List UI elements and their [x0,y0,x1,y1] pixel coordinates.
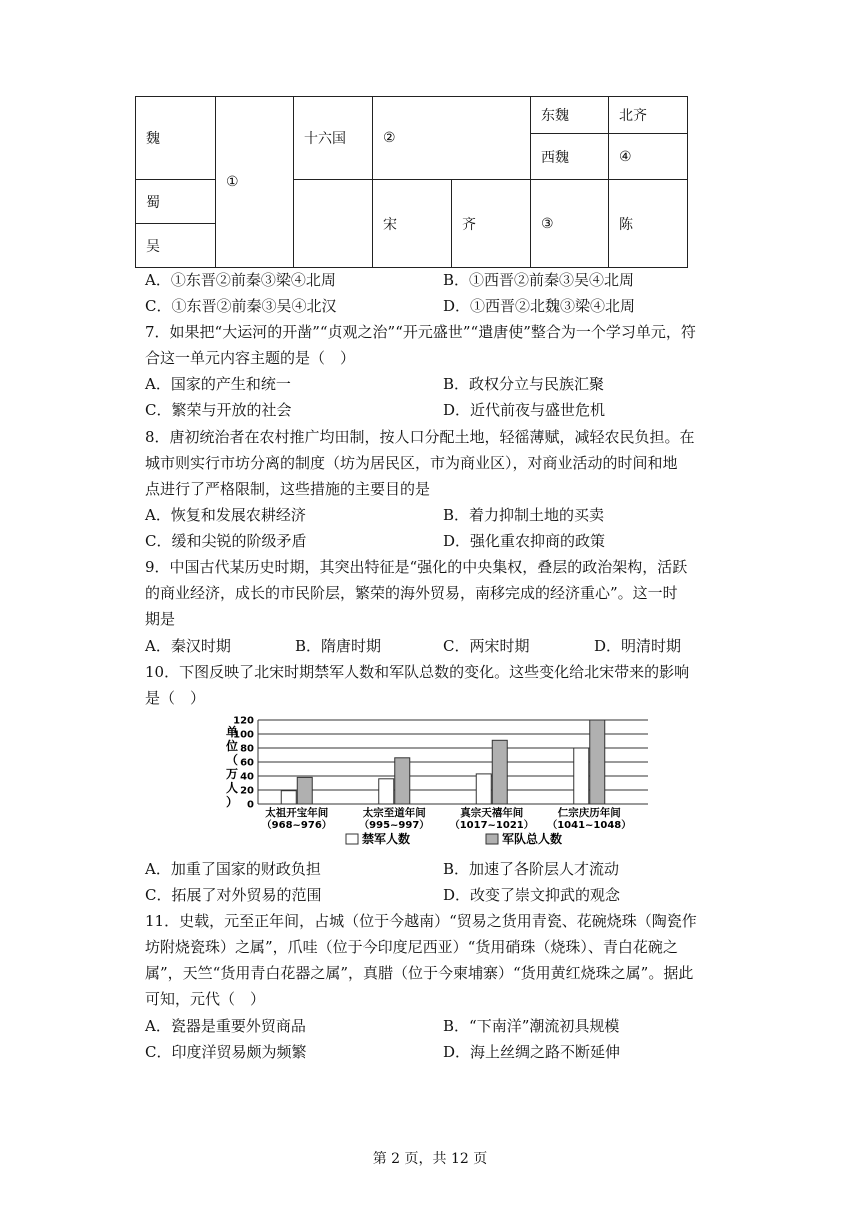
troop-bar-chart [218,712,658,852]
bar-total [395,758,410,804]
q11-stem-line-3: 属”，天竺“货用青白花器之属”，真腊（位于今柬埔寨）“货用黄红烧珠之属”。据此 [145,964,694,982]
legend-label: 禁军人数 [362,832,411,846]
bar-total [590,720,605,804]
cell-blank-1: ① [216,97,294,268]
q8-option-d[interactable]: D．强化重农抑商的政策 [443,532,606,550]
x-tick-years: （995~997） [359,820,430,831]
bar-guard [379,779,394,804]
q11-option-d[interactable]: D．海上丝绸之路不断延伸 [443,1043,621,1061]
q7-option-a[interactable]: A．国家的产生和统一 [145,375,291,393]
q6-option-c[interactable]: C．①东晋②前秦③吴④北汉 [145,297,337,315]
y-axis-label-char: ） [225,795,239,809]
bar-guard [574,748,589,804]
q7-option-c[interactable]: C．繁荣与开放的社会 [145,401,292,419]
q10-option-c[interactable]: C．拓展了对外贸易的范围 [145,886,322,904]
x-tick-years: （968~976） [261,820,332,831]
q10-option-b[interactable]: B．加速了各阶层人才流动 [443,860,620,878]
cell-blank-2: ② [373,97,531,180]
x-tick-label: 太宗至道年间 [362,807,426,819]
x-tick-years: （1017~1021） [449,820,534,831]
q9-stem-line-1: 9．中国古代某历史时期，其突出特征是“强化的中央集权，叠层的政治架构，活跃 [145,558,688,576]
y-tick-label: 20 [240,785,254,797]
cell-empty [294,180,373,268]
y-tick-label: 60 [240,757,254,769]
cell-blank-4: ④ [609,134,688,180]
q9-option-c[interactable]: C．两宋时期 [443,637,530,655]
q8-stem-line-3: 点进行了严格限制，这些措施的主要目的是 [145,480,431,498]
legend-swatch [346,834,358,844]
cell-chen: 陈 [609,180,688,268]
x-tick-label: 真宗天禧年间 [460,807,524,819]
cell-xiwei: 西魏 [531,134,609,180]
q8-option-a[interactable]: A．恢复和发展农耕经济 [145,506,306,524]
q8-stem-line-1: 8．唐初统治者在农村推广均田制，按人口分配土地，轻徭薄赋，减轻农民负担。在 [145,428,695,446]
q11-stem-line-2: 坊附烧瓷珠）之属”，爪哇（位于今印度尼西亚）“货用硝珠（烧珠）、青白花碗之 [145,938,678,956]
page-footer: 第 2 页，共 12 页 [372,1151,488,1167]
cell-dongwei: 东魏 [531,97,609,134]
q11-option-a[interactable]: A．瓷器是重要外贸商品 [145,1017,306,1035]
y-axis-label-char: 万 [225,767,239,781]
y-tick-label: 80 [240,743,254,755]
q6-option-d[interactable]: D．①西晋②北魏③梁④北周 [443,297,636,315]
q11-option-c[interactable]: C．印度洋贸易颇为频繁 [145,1043,307,1061]
bar-total [492,740,507,804]
q11-stem-line-1: 11．史载，元至正年间，占城（位于今越南）“贸易之货用青瓷、花碗烧珠（陶瓷作 [145,912,697,930]
q8-option-c[interactable]: C．缓和尖锐的阶级矛盾 [145,532,307,550]
y-axis-label-char: （ [225,753,239,767]
q6-option-a[interactable]: A．①东晋②前秦③梁④北周 [145,271,336,289]
cell-song: 宋 [373,180,452,268]
y-tick-label: 120 [233,715,254,727]
q7-option-d[interactable]: D．近代前夜与盛世危机 [443,401,606,419]
x-tick-years: （1041~1048） [547,820,632,831]
q8-stem-line-2: 城市则实行市坊分离的制度（坊为居民区，市为商业区），对商业活动的时间和地 [145,454,678,472]
q11-option-b[interactable]: B．“下南洋”潮流初具规模 [443,1017,620,1035]
bar-guard [476,774,491,804]
cell-wu: 吴 [136,224,216,268]
cell-wei: 魏 [136,97,216,180]
y-axis-label-char: 人 [225,781,239,795]
q7-stem-line-2: 合这一单元内容主题的是（ ） [145,349,356,367]
q9-option-a[interactable]: A．秦汉时期 [145,637,231,655]
y-tick-label: 40 [240,771,254,783]
y-tick-label: 100 [233,729,254,741]
q10-stem-line-2: 是（ ） [145,689,206,707]
y-axis-label-char: 单 [225,725,239,739]
legend-swatch [486,834,498,844]
q10-option-a[interactable]: A．加重了国家的财政负担 [145,860,321,878]
x-tick-label: 仁宗庆历年间 [557,807,621,819]
q11-stem-line-4: 可知，元代（ ） [145,990,266,1008]
y-tick-label: 0 [247,799,254,811]
q10-option-d[interactable]: D．改变了崇文抑武的观念 [443,886,621,904]
q6-option-b[interactable]: B．①西晋②前秦③吴④北周 [443,271,635,289]
cell-shu: 蜀 [136,180,216,224]
q9-option-d[interactable]: D．明清时期 [594,637,682,655]
dynasty-table [135,96,688,268]
y-axis-label-char: 位 [225,739,239,753]
cell-beiqi: 北齐 [609,97,688,134]
q8-option-b[interactable]: B．着力抑制土地的买卖 [443,506,605,524]
q10-stem-line-1: 10．下图反映了北宋时期禁军人数和军队总数的变化。这些变化给北宋带来的影响 [145,663,690,681]
cell-sixteen-kingdoms: 十六国 [294,97,373,180]
bar-total [297,777,312,804]
q7-option-b[interactable]: B．政权分立与民族汇聚 [443,375,605,393]
q9-stem-line-3: 期是 [145,610,176,628]
q9-stem-line-2: 的商业经济，成长的市民阶层，繁荣的海外贸易，南移完成的经济重心”。这一时 [145,584,678,602]
legend-label: 军队总人数 [502,832,563,846]
q9-option-b[interactable]: B．隋唐时期 [295,637,382,655]
bar-guard [281,791,296,804]
q7-stem-line-1: 7．如果把“大运河的开凿”“贞观之治”“开元盛世”“遣唐使”整合为一个学习单元，符 [145,323,696,341]
cell-blank-3: ③ [531,180,609,268]
x-tick-label: 太祖开宝年间 [265,807,329,819]
cell-qi: 齐 [452,180,531,268]
